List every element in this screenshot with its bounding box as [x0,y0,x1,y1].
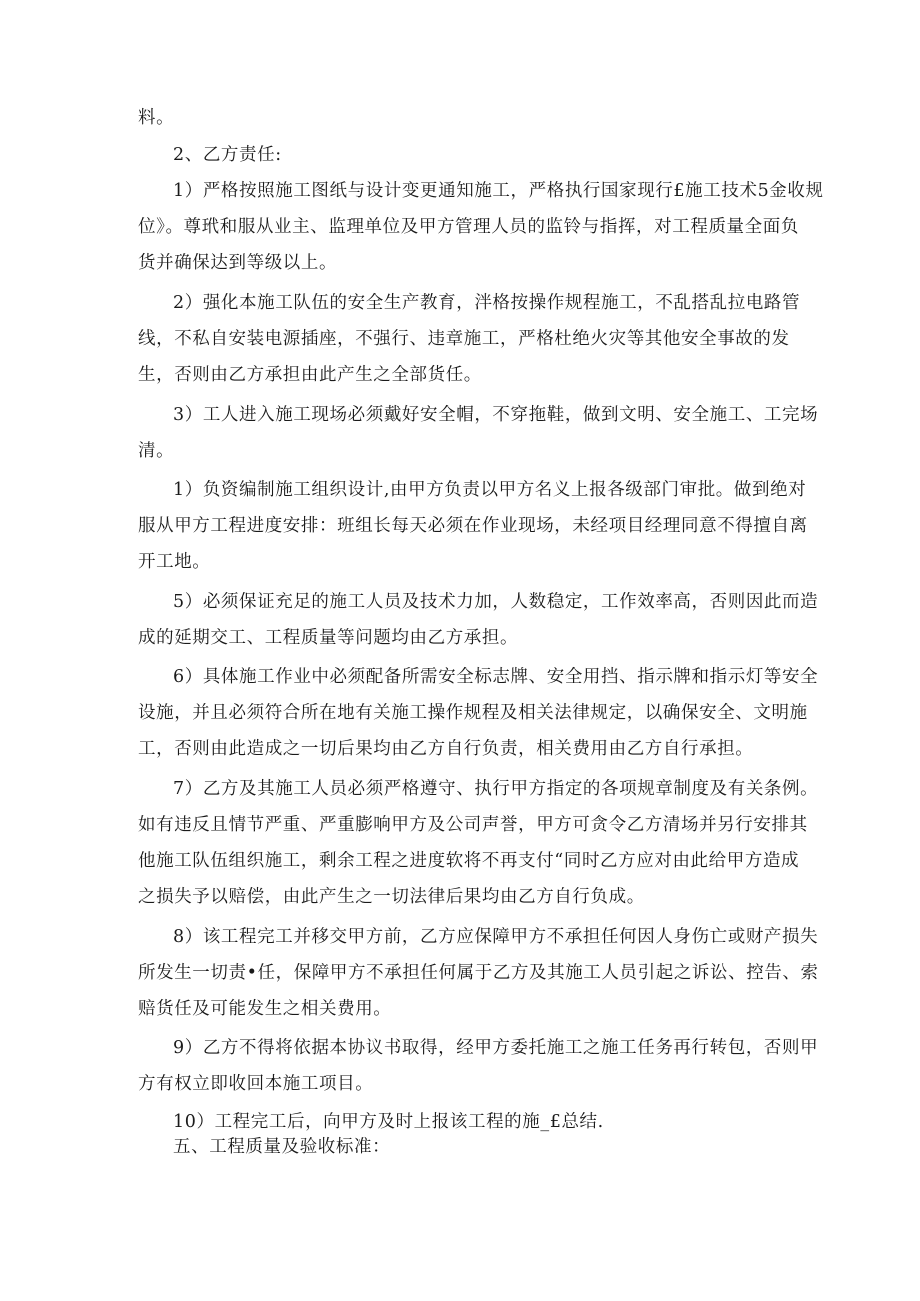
paragraph-line: 货并确保达到等级以上。 [138,253,338,273]
paragraph-line: 1）严格按照施工图纸与设计变更通知施工，严格执行国家现行£施工技术5金收规 [173,181,824,201]
paragraph-line: 生，否则由乙方承担由此产生之全部货任。 [138,365,482,385]
text-line: 料。 [138,108,175,128]
paragraph-line: 1）负资编制施工组织设计,由甲方负责以甲方名义上报各级部门审批。做到绝对 [173,480,807,500]
paragraph-line: 2）强化本施工队伍的安全生产教育，泮格按操作规程施工，不乱搭乱拉电路管 [173,293,801,313]
paragraph-line: 赔货任及可能发生之相关费用。 [138,999,392,1019]
paragraph-line: 所发生一切责•任，保障甲方不承担任何属于乙方及其施工人员引起之诉讼、控告、索 [138,963,819,983]
paragraph-line: 3）工人进入施工现场必须戴好安全帽，不穿拖鞋，做到文明、安全施工、工完场 [173,405,819,425]
paragraph-line: 服从甲方工程进度安排：班组长每天必须在作业现场，未经项目经理同意不得擅自离 [138,516,808,536]
paragraph-line: 成的延期交工、工程质量等问题均由乙方承担。 [138,628,519,648]
paragraph-line: 他施工队伍组织施工，剩余工程之进度软将不再支付“同时乙方应对由此给甲方造成 [138,851,800,871]
paragraph-line: 开工地。 [138,552,211,572]
paragraph-line: 位》。尊玳和服从业主、监理单位及甲方管理人员的监铃与指挥，对工程质量全面负 [138,217,799,237]
paragraph-line: 工，否则由此造成之一切后果均由乙方自行负责，相关费用由乙方自行承担。 [138,739,754,759]
paragraph-line: 7）乙方及其施工人员必须严格遵守、执行甲方指定的各项规章制度及有关条例。 [173,779,819,799]
paragraph-line: 方有权立即收回本施工项目。 [138,1074,374,1094]
paragraph-line: 线，不私自安装电源插座，不强行、违章施工，严格杜绝火灾等其他安全事故的发 [138,329,790,349]
paragraph-line: 清。 [138,441,175,461]
paragraph-line: 9）乙方不得将依据本协议书取得，经甲方委托施工之施工任务再行转包，否则甲 [173,1038,819,1058]
paragraph-line: 8）该工程完工并移交甲方前，乙方应保障甲方不承担任何因人身伤亡或财产损失 [173,927,819,947]
paragraph-line: 10）工程完工后，向甲方及时上报该工程的施_£总结. [173,1112,604,1132]
section-heading: 2、乙方责任: [173,145,282,165]
section-heading: 五、工程质量及验收标准： [173,1137,391,1157]
paragraph-line: 之损失予以赔偿，由此产生之一切法律后果均由乙方自行负成。 [138,887,645,907]
paragraph-line: 如有违反且情节严重、严重膨响甲方及公司声誉，甲方可贪令乙方清场并另行安排其 [138,815,808,835]
paragraph-line: 设施，并且必须符合所在地有关施工操作规程及相关法律规定，以确保安全、文明施 [138,703,808,723]
paragraph-line: 6）具体施工作业中必须配备所需安全标志牌、安全用挡、指示牌和指示灯等安全 [173,667,819,687]
paragraph-line: 5）必须保证充足的施工人员及技术力加，人数稳定，工作效率高，否则因此而造 [173,592,819,612]
